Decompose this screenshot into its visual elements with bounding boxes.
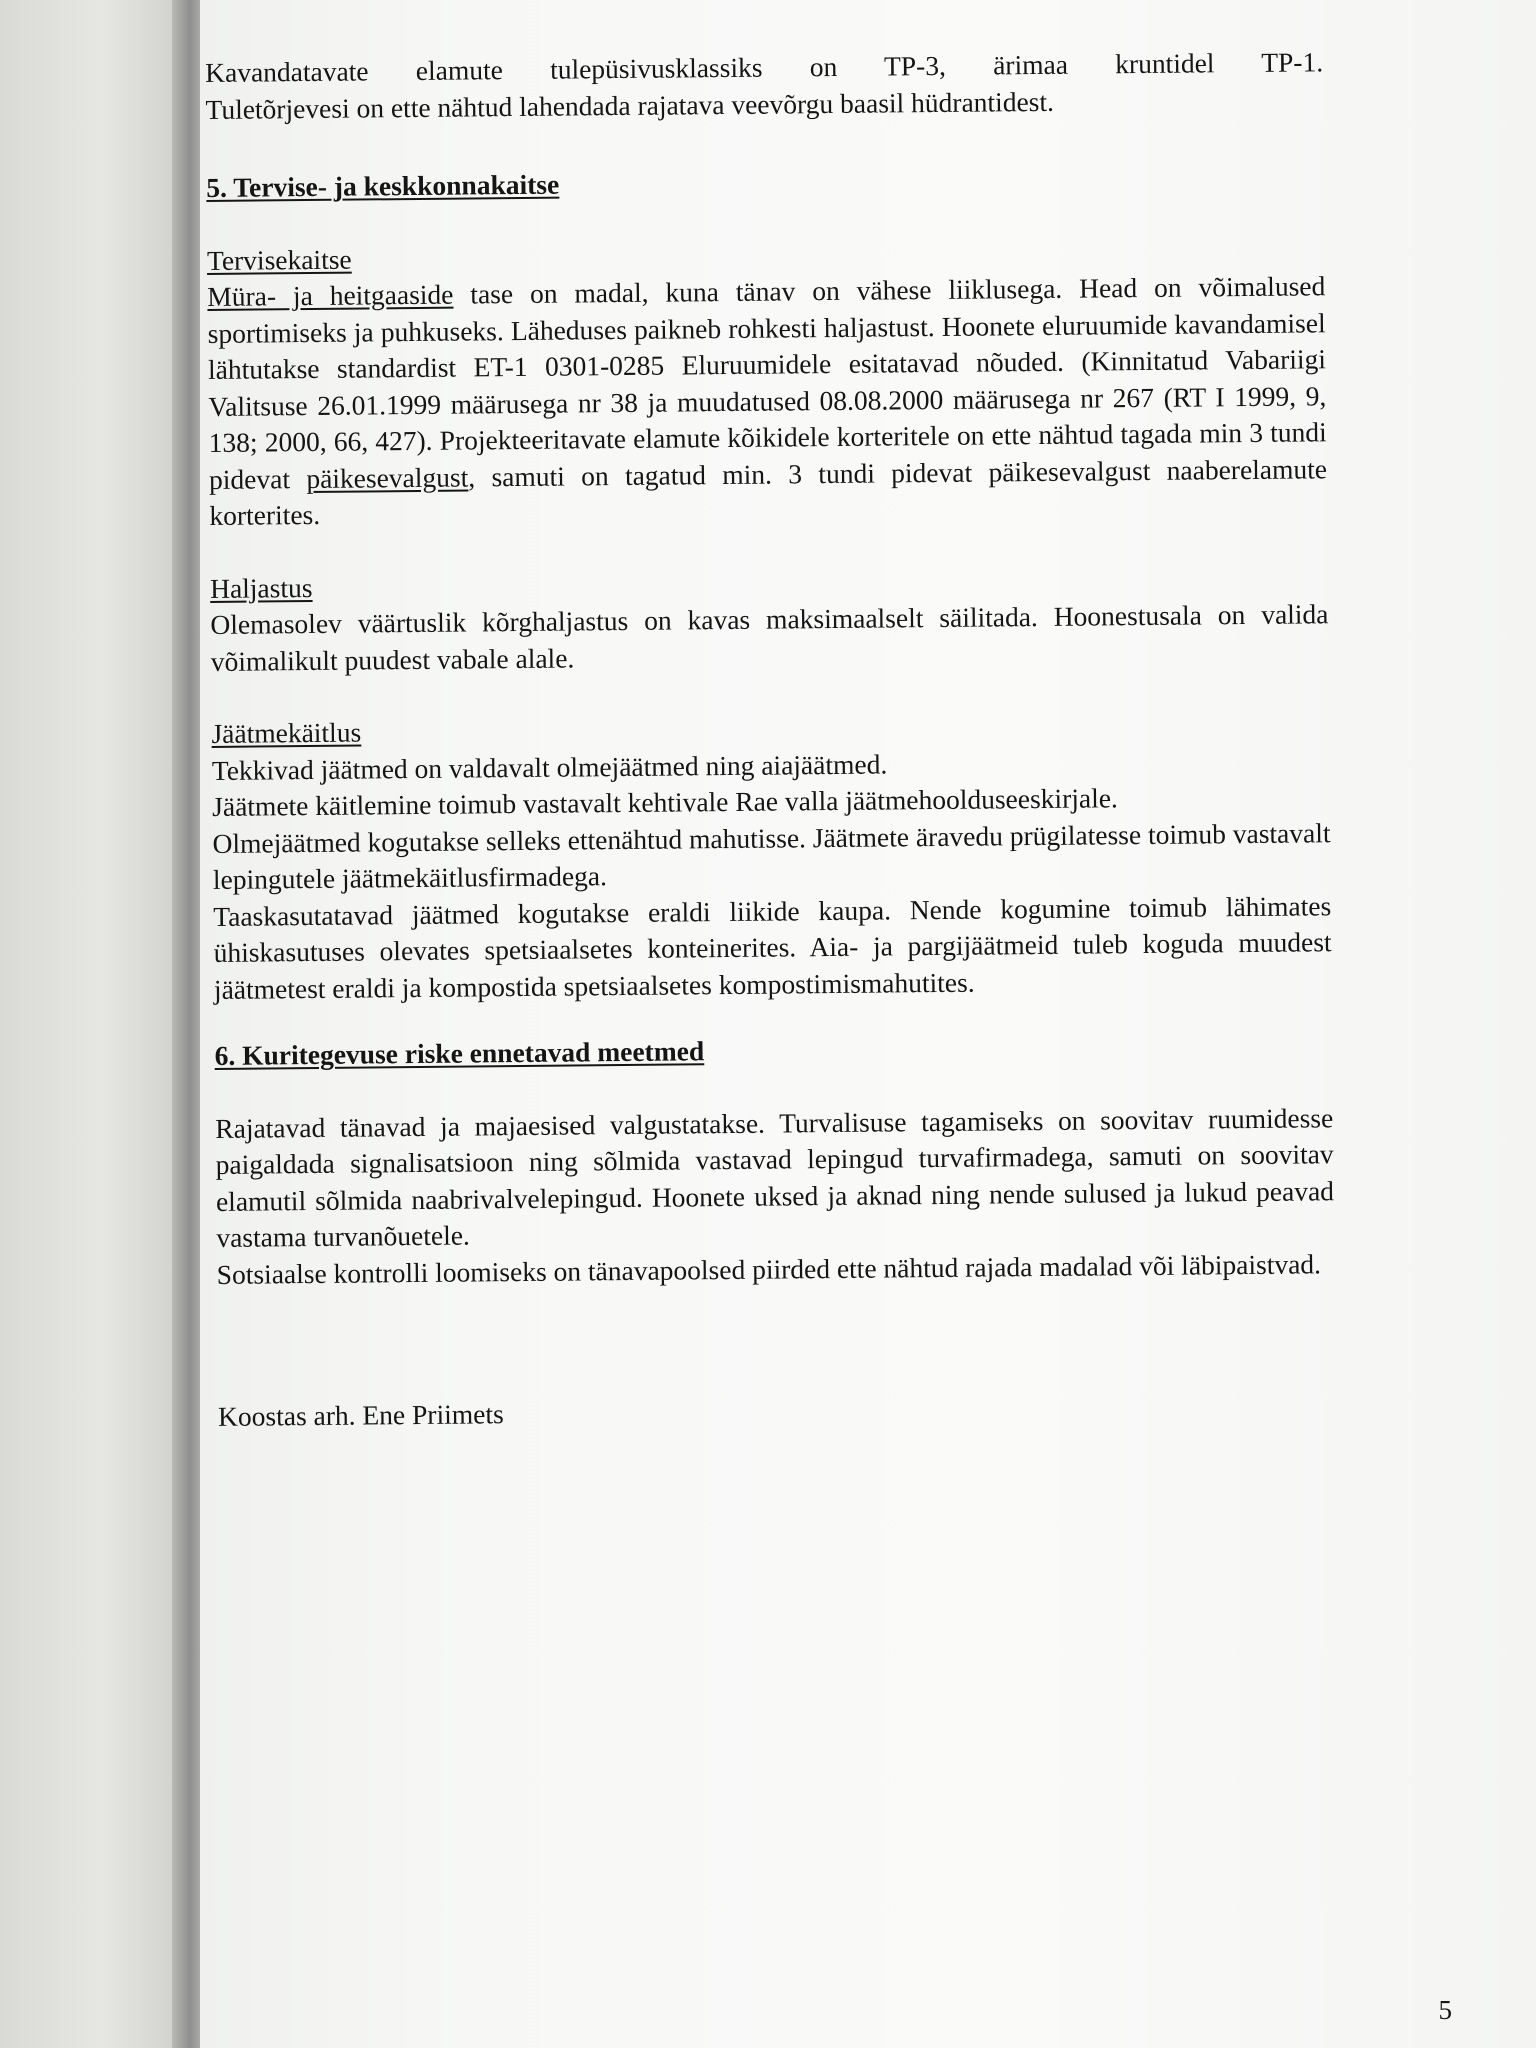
- health-text-a: tase on madal, kuna tänav on vähese liiklusega. Head on võimalused sportimiseks ja puhkuseks. Läheduses paikneb rohkesti haljastust. Hoonete eluruumide kavandamisel lähtutakse standardist ET-1 0301-0285 Eluruumidele esitatavad nõuded. (Kinnitatud Vabariigi Valitsuse 26.01.1999 määrusega nr 38 ja muudatused 08.08.2000 määrusega nr 267 (RT I 1999, 9, 138; 2000, 66, 427). Projekteeritavate elamute kõikidele korteritele on ette nähtud tagada min 3 tundi pidevat: [207, 270, 1327, 495]
- sunlight-phrase: päikesevalgust: [306, 460, 469, 494]
- intro-line-2: Tuletõrjevesi on ette nähtud lahendada rajatava veevõrgu baasil hüdrantidest.: [205, 85, 1055, 125]
- crime-prevention-paragraph-2: Sotsiaalse kontrolli loomiseks on tänavapoolsed piirded ette nähtud rajada madalad või läbipaistvad.: [216, 1247, 1322, 1290]
- health-paragraph: [207, 268, 1327, 534]
- noise-emissions-phrase: Müra- ja heitgaaside: [207, 278, 454, 312]
- health-heading: Tervisekaitse: [206, 243, 352, 276]
- health-text-b: , samuti on tagatud min. 3 tundi pidevat päikesevalgust naaberelamute korterites.: [209, 452, 1328, 531]
- waste-paragraph-3: Olmejäätmed kogutakse selleks ettenähtud mahutisse. Jäätmete äravedu prügilatesse toimub vastavalt lepingutele jäätmekäitlusfirmadega.: [212, 816, 1331, 895]
- greenery-paragraph: Olemasolev väärtuslik kõrghaljastus on kavas maksimaalselt säilitada. Hoonestusala on valida võimalikult puudest vabale alale.: [210, 598, 1329, 677]
- waste-heading: Jäätmekäitlus: [211, 716, 362, 749]
- section-5-heading: 5. Tervise- ja keskkonnakaitse: [206, 168, 560, 203]
- crime-prevention-paragraph-1: Rajatavad tänavad ja majaesised valgustatakse. Turvalisuse tagamiseks on soovitav ruumidesse paigaldada signalisatsioon ning sõlmida vastavad lepingud turvafirmadega, samuti on soovitav elamutil sõlmida naabrivalvelepingud. Hoonete uksed ja aknad ning nende sulused ja lukud peavad vastama turvanõuetele.: [215, 1101, 1335, 1253]
- signature-line: Koostas arh. Ene Priimets: [217, 1398, 504, 1432]
- section-6-heading: 6. Kuritegevuse riske ennetavad meetmed: [214, 1035, 705, 1071]
- waste-line-2: Jäätmete käitlemine toimub vastavalt kehtivale Rae valla jäätmehoolduseeskirjale.: [212, 782, 1118, 822]
- waste-paragraph-4: Taaskasutatavad jäätmed kogutakse eraldi liikide kaupa. Nende kogumine toimub lähimates ühiskasutuses olevates spetsiaalsetes konteinerites. Aia- ja pargijäätmeid tuleb koguda muudest jäätmetest eraldi ja kompostida spetsiaalsetes kompostimismahutites.: [213, 889, 1332, 1005]
- greenery-heading: Haljastus: [209, 571, 313, 604]
- intro-paragraph: [205, 44, 1324, 128]
- page-content: [205, 44, 1336, 1435]
- page-number: 5: [1438, 1995, 1452, 2025]
- intro-line-1: Kavandatavate elamute tulepüsivusklassiks on TP-3, ärimaa kruntidel TP-1.: [205, 46, 1324, 88]
- adjacent-page: [0, 0, 185, 2048]
- waste-line-1: Tekkivad jäätmed on valdavalt olmejäätmed ning aiajäätmed.: [211, 747, 888, 786]
